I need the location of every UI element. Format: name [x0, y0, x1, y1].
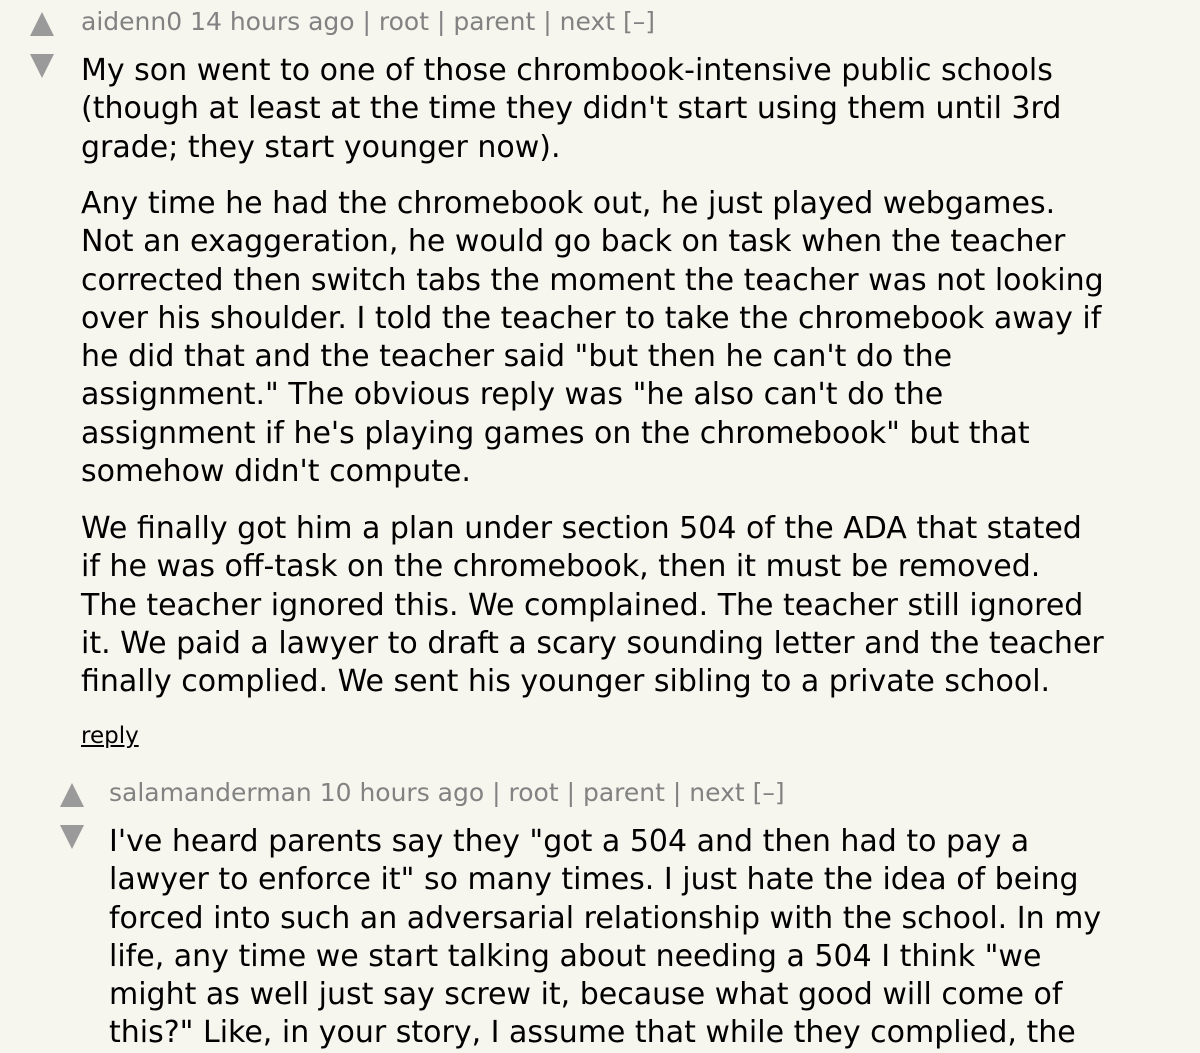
root-link[interactable]: root	[378, 7, 430, 36]
comment-text	[109, 823, 1194, 1053]
text-line: I've heard parents say they "got a 504 and then had to pay a	[109, 824, 1030, 859]
text-line: somehow didn't compute.	[81, 454, 471, 490]
parent-link[interactable]: parent	[582, 778, 665, 807]
separator: |	[672, 778, 682, 807]
text-line: The teacher ignored this. We complained. The teacher still ignored	[81, 587, 1084, 623]
comment-text	[81, 185, 1191, 491]
comment-author[interactable]: salamanderman	[109, 778, 312, 807]
separator: |	[492, 778, 501, 807]
text-line: grade; they start younger now).	[81, 129, 561, 165]
text-line: forced into such an adversarial relationship with the school. In my	[109, 900, 1102, 936]
collapse-toggle[interactable]: [–]	[752, 778, 785, 807]
text-line: assignment." The obvious reply was "he also can't do the	[81, 377, 944, 413]
separator: |	[436, 7, 446, 36]
text-line: My son went to one of those chrombook-intensive public schools	[81, 53, 1053, 88]
upvote-arrow-icon[interactable]	[30, 12, 54, 36]
collapse-toggle[interactable]: [–]	[623, 7, 656, 36]
comment-paragraph	[81, 52, 1191, 167]
upvote-arrow-icon[interactable]	[60, 783, 84, 807]
text-line: this?" Like, in your story, I assume that while they complied, the	[109, 1015, 1076, 1051]
comment-author[interactable]: aidenn0	[81, 7, 183, 36]
root-link[interactable]: root	[508, 778, 559, 807]
text-line: over his shoulder. I told the teacher to take the chromebook away if	[81, 300, 1102, 336]
text-line: Not an exaggeration, he would go back on task when the teacher	[81, 224, 1066, 260]
comment-text	[81, 52, 1191, 167]
comment-age[interactable]: 14 hours ago	[190, 7, 355, 36]
separator: |	[543, 7, 552, 36]
text-line: lawyer to enforce it" so many times. I just hate the idea of being	[109, 862, 1079, 898]
text-line: might as well just say screw it, because what good will come of	[109, 977, 1063, 1013]
next-link[interactable]: next	[559, 7, 616, 36]
comment-age[interactable]: 10 hours ago	[319, 778, 485, 807]
text-line: assignment if he's playing games on the chromebook" but that	[81, 415, 1030, 451]
text-line: if he was off-task on the chromebook, then it must be removed.	[81, 549, 1041, 585]
comment-paragraph	[109, 823, 1194, 1053]
parent-link[interactable]: parent	[453, 7, 536, 36]
comment-paragraph	[81, 510, 1191, 701]
text-line: it. We paid a lawyer to draft a scary sounding letter and the teacher	[81, 625, 1104, 661]
comment-text	[81, 510, 1191, 701]
separator: |	[566, 778, 576, 807]
text-line: corrected then switch tabs the moment the teacher was not looking	[81, 262, 1104, 298]
separator: |	[362, 7, 371, 36]
downvote-arrow-icon[interactable]	[30, 54, 54, 78]
comment-paragraph	[81, 185, 1191, 491]
text-line: Any time he had the chromebook out, he just played webgames.	[81, 186, 1056, 221]
comment-header	[81, 7, 655, 37]
text-line: finally complied. We sent his younger sibling to a private school.	[81, 664, 1051, 700]
text-line: (though at least at the time they didn't start using them until 3rd	[81, 91, 1062, 127]
text-line: life, any time we start talking about needing a 504 I think "we	[109, 938, 1042, 974]
comment-header	[109, 778, 785, 808]
next-link[interactable]: next	[689, 778, 745, 807]
downvote-arrow-icon[interactable]	[60, 825, 84, 849]
text-line: he did that and the teacher said "but then he can't do the	[81, 339, 953, 375]
text-line: We finally got him a plan under section 504 of the ADA that stated	[81, 511, 1082, 546]
reply-link[interactable]: reply	[81, 723, 139, 749]
